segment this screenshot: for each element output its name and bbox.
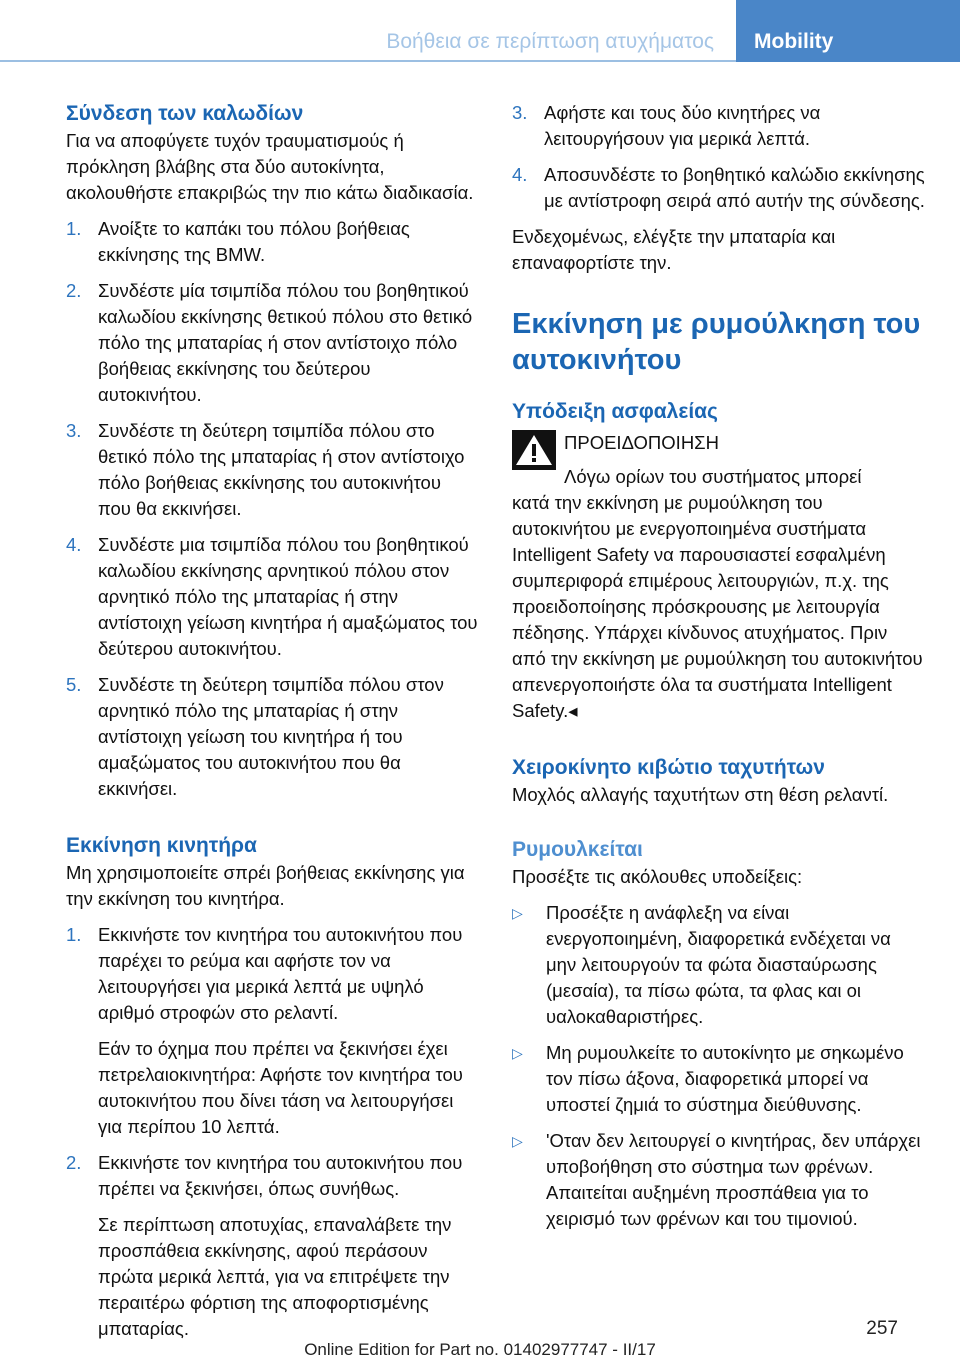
list-item <box>66 532 478 662</box>
connect-steps-continued <box>512 100 926 214</box>
list-item <box>66 418 478 522</box>
connect-heading: Σύνδεση των καλωδίων <box>66 102 304 125</box>
step-text: Συνδέστε τη δεύτερη τσιμπίδα πόλου στο θετικό πόλο της μπαταρίας ή στον αντίστοιχο πόλο βοήθειας εκκίνησης του αυτοκινήτου που θα εκκινήσει. <box>98 420 465 519</box>
step-text: Αποσυνδέστε το βοηθητικό καλώδιο εκκίνησης με αντίστροφη σειρά από αυτήν της σύνδεσης. <box>544 164 925 211</box>
step-number: 2. <box>66 1152 82 1173</box>
step-number: 5. <box>66 674 82 695</box>
connect-steps <box>66 216 478 802</box>
warning-triangle-icon <box>512 430 556 470</box>
step-text: Ανοίξτε το καπάκι του πόλου βοήθειας εκκίνησης της BMW. <box>98 218 410 265</box>
page-header <box>0 0 960 62</box>
bullet-text: Προσέξτε η ανάφλεξη να είναι ενεργοποιημένη, διαφορετικά ενδέχεται να μην λειτουργούν τα φώτα διασταύρωσης (μεσαία), τα πίσω φώτα, τα φλας και οι υαλοκαθαριστήρες. <box>546 902 891 1027</box>
step-text: Συνδέστε μια τσιμπίδα πόλου του βοηθητικού καλωδίου εκκίνησης αρνητικού πόλου στον αρνητικό πόλο της μπαταρίας ή στην αντίστοιχη γείωση κινητήρα ή αμαξώματος του δεύτερου αυτοκινήτου. <box>98 534 478 659</box>
engine-start-intro: Μη χρησιμοποιείτε σπρέι βοήθειας εκκίνησης για την εκκίνηση του κινητήρα. <box>66 862 465 909</box>
list-item <box>66 216 478 268</box>
warning-text: κατά την εκκίνηση με ρυμούλκηση του αυτοκινήτου με ενεργοποιημένα συστήματα Intelligent Safety να παρουσιαστεί εσφαλμένη συμπεριφορά επιμέρους λειτουργιών, π.χ. της προειδοποίησης πρόσκρουσης με λειτουργία πέδησης. Υπάρχει κίνδυνος ατυχήματος. Πριν από την εκκίνηση με ρυμούλκηση του αυτοκινήτου απενεργοποιήστε όλα τα συστήματα Intelligent Safety.◂ <box>512 492 923 721</box>
step-text: Συνδέστε μία τσιμπίδα πόλου του βοηθητικού καλωδίου εκκίνησης θετικού πόλου στο θετικό πόλο της μπαταρίας ή στον αντίστοιχο πόλο βοήθειας εκκίνησης του δεύτερου αυτοκινήτου. <box>98 280 473 405</box>
step-subtext: Σε περίπτωση αποτυχίας, επαναλάβετε την προσπάθεια εκκίνησης, αφού περάσουν πρώτα μερικά λεπτά, για να επιτρέψετε την περαιτέρω φόρτιση της αποφορτισμένης μπαταρίας. <box>98 1214 452 1339</box>
list-item <box>512 100 926 152</box>
list-item <box>66 278 478 408</box>
step-number: 1. <box>66 924 82 945</box>
engine-start-heading: Εκκίνηση κινητήρα <box>66 834 257 857</box>
step-text: Εκκινήστε τον κινητήρα του αυτοκινήτου που παρέχει το ρεύμα και αφήστε τον να λειτουργήσει για μερικά λεπτά με υψηλό αριθμό στροφών στο ρελαντί. <box>98 924 463 1023</box>
left-column <box>66 100 478 1352</box>
bullet-text: 'Οταν δεν λειτουργεί ο κινητήρας, δεν υπάρχει υποβοήθηση στο σύστημα των φρένων. Απαιτείται αυξημένη προσπάθεια για το χειρισμό των φρένων και του τιμονιού. <box>546 1130 921 1229</box>
header-section-title: Βοήθεια σε περίπτωση ατυχήματος <box>386 30 714 53</box>
towed-intro: Προσέξτε τις ακόλουθες υποδείξεις: <box>512 866 803 887</box>
list-item <box>66 922 478 1140</box>
list-item <box>512 1128 926 1232</box>
warning-text-first: Λόγω ορίων του συστήματος μπορεί <box>564 466 862 487</box>
step-number: 2. <box>66 280 82 301</box>
header-chapter-label: Mobility <box>754 30 834 53</box>
list-item <box>512 1040 926 1118</box>
after-note: Ενδεχομένως, ελέγξτε την μπαταρία και επαναφορτίστε την. <box>512 226 836 273</box>
engine-start-steps <box>66 922 478 1342</box>
step-number: 4. <box>66 534 82 555</box>
step-text: Αφήστε και τους δύο κινητήρες να λειτουργήσουν για μερικά λεπτά. <box>544 102 821 149</box>
list-item <box>66 672 478 802</box>
manual-gearbox-heading: Χειροκίνητο κιβώτιο ταχυτήτων <box>512 756 825 779</box>
bullet-icon: ▷ <box>512 1045 523 1061</box>
manual-gearbox-text: Μοχλός αλλαγής ταχυτήτων στη θέση ρελαντί. <box>512 784 889 805</box>
step-number: 3. <box>66 420 82 441</box>
list-item <box>66 1150 478 1342</box>
warning-title: ΠΡΟΕΙΔΟΠΟΙΗΣΗ <box>564 432 719 453</box>
header-rule <box>0 60 736 62</box>
footer-edition: Online Edition for Part no. 01402977747 - II/17 <box>304 1340 656 1359</box>
step-number: 3. <box>512 102 528 123</box>
right-column <box>512 100 926 1242</box>
bullet-text: Μη ρυμουλκείτε το αυτοκίνητο με σηκωμένο τον πίσω άξονα, διαφορετικά μπορεί να υποστεί ζημιά το σύστημα διεύθυνσης. <box>546 1042 904 1115</box>
connect-intro: Για να αποφύγετε τυχόν τραυματισμούς ή πρόκληση βλάβης στα δύο αυτοκίνητα, ακολουθήστε επακριβώς την πιο κάτω διαδικασία. <box>66 130 474 203</box>
step-number: 1. <box>66 218 82 239</box>
bullet-icon: ▷ <box>512 1133 523 1149</box>
tow-start-heading: Εκκίνηση με ρυμούλκηση του αυτοκινήτου <box>512 308 921 376</box>
list-item <box>512 162 926 214</box>
header-chapter-tab <box>736 0 960 62</box>
warning-box <box>512 430 926 724</box>
bullet-icon: ▷ <box>512 905 523 921</box>
towed-heading: Ρυμουλκείται <box>512 838 643 861</box>
page-number: 257 <box>866 1318 898 1339</box>
step-number: 4. <box>512 164 528 185</box>
list-item <box>512 900 926 1030</box>
step-text: Συνδέστε τη δεύτερη τσιμπίδα πόλου στον αρνητικό πόλο της μπαταρίας ή στην αντίστοιχη γείωση του κινητήρα ή του αμαξώματος του αυτοκινήτου που θα εκκινήσει. <box>98 674 444 799</box>
step-text: Εκκινήστε τον κινητήρα του αυτοκινήτου που πρέπει να ξεκινήσει, όπως συνήθως. <box>98 1152 463 1199</box>
step-subtext: Εάν το όχημα που πρέπει να ξεκινήσει έχει πετρελαιοκινητήρα: Αφήστε τον κινητήρα του αυτοκινήτου που δίνει τάση να λειτουργήσει για περίπου 10 λεπτά. <box>98 1038 463 1137</box>
safety-heading: Υπόδειξη ασφαλείας <box>512 400 718 423</box>
towed-bullets <box>512 900 926 1232</box>
